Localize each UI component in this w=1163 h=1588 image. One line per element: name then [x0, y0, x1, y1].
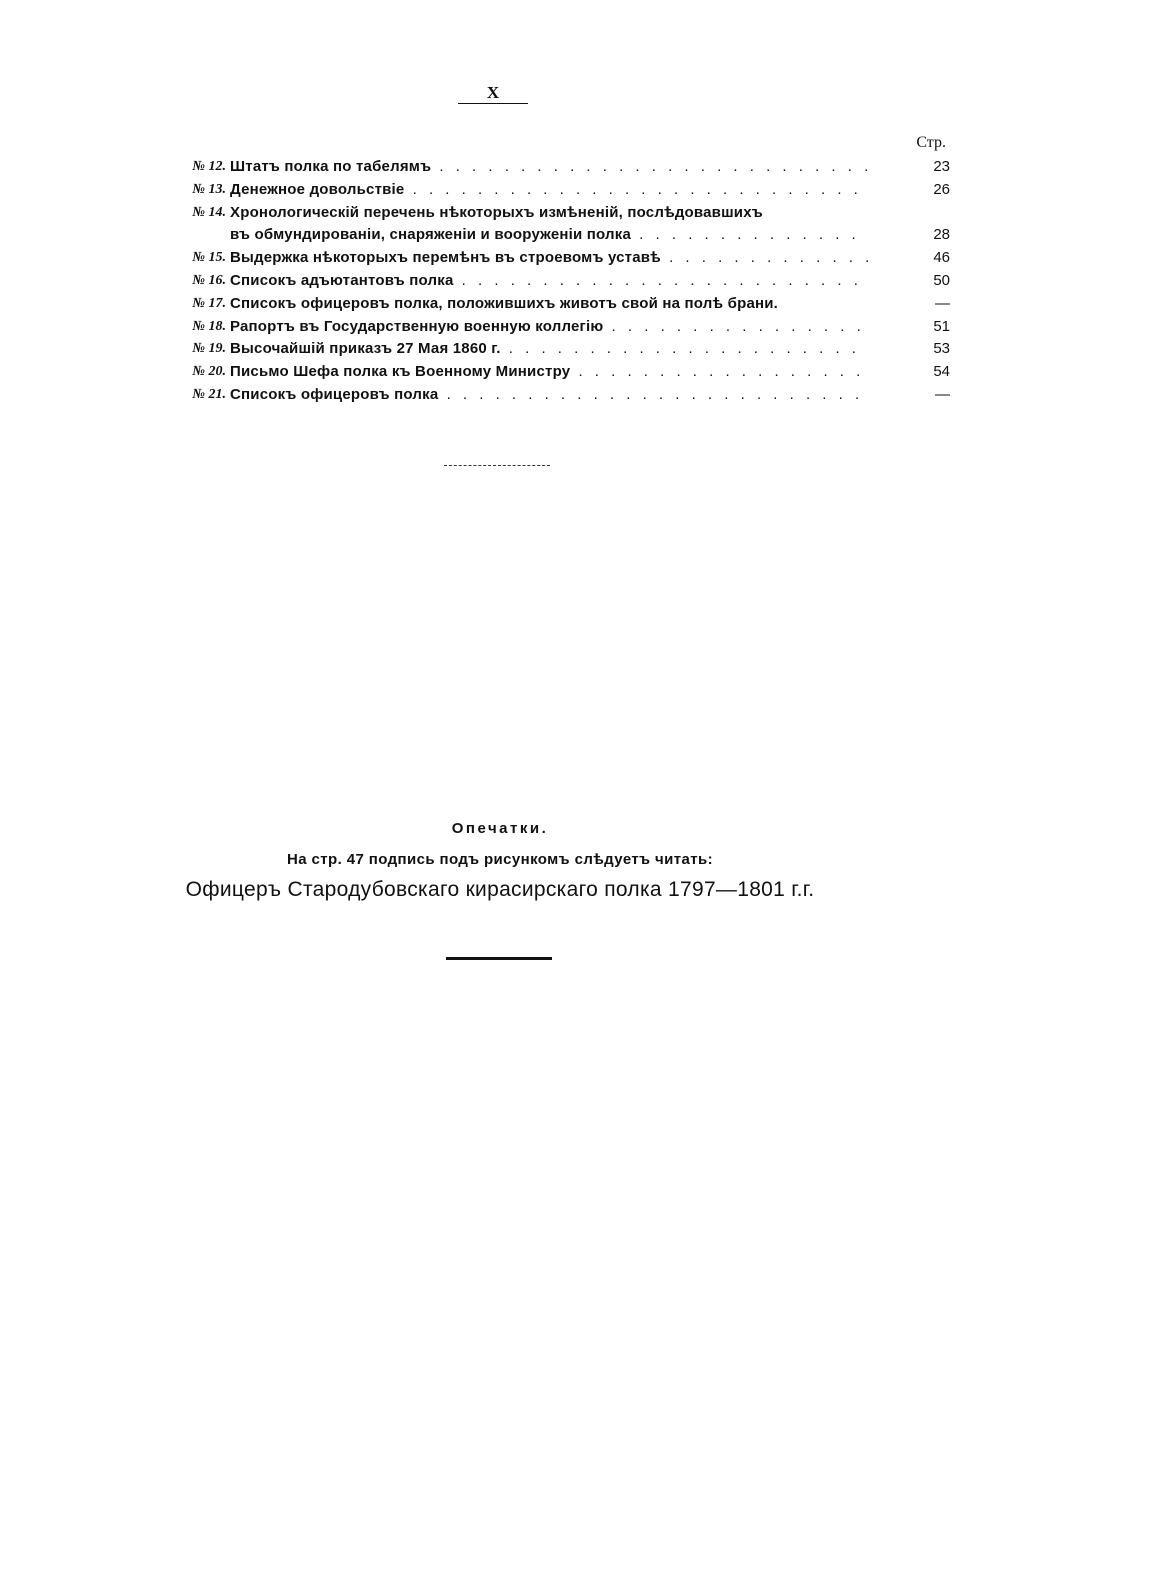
toc-item-number: № 18.	[192, 318, 226, 334]
toc-item	[160, 316, 950, 339]
toc-item-page: 50	[933, 271, 950, 289]
toc-item-number: № 19.	[192, 341, 226, 357]
toc-item	[160, 361, 950, 384]
toc-item-page: 51	[933, 317, 950, 335]
toc-item-title-line2-text: въ обмундированіи, снаряженіи и вооруженіи полка	[230, 226, 632, 244]
errata-instruction: На стр. 47 подпись подъ рисункомъ слѣдуетъ читать:	[286, 851, 714, 868]
toc-item-title: Списокъ адъютантовъ полка . . .	[230, 270, 868, 293]
toc-item-number: № 14.	[192, 204, 226, 220]
toc-item-number: № 15.	[192, 250, 226, 266]
toc-item-number: № 21.	[192, 386, 226, 402]
toc-item-title: Списокъ офицеровъ полка, положившихъ животъ свой на полѣ брани.	[230, 294, 779, 312]
toc-item-title: Списокъ офицеровъ полка . . .	[230, 384, 868, 407]
toc-item-title: Рапортъ въ Государственную военную коллегію . . .	[230, 316, 868, 339]
toc-item-page: —	[935, 385, 950, 403]
toc-item-number: № 17.	[192, 295, 226, 311]
toc-item	[160, 179, 950, 202]
toc-item	[160, 384, 950, 407]
closing-divider	[446, 957, 552, 960]
toc-item	[160, 156, 950, 179]
toc-item-number: № 20.	[192, 364, 226, 380]
toc-item-page: 28	[933, 226, 950, 244]
errata-heading: Опечатки.	[451, 820, 549, 837]
toc-item-title: Штатъ полка по табелямъ . . .	[230, 156, 868, 179]
table-of-contents	[160, 156, 950, 407]
toc-item	[160, 202, 950, 248]
toc-item-page: 53	[933, 340, 950, 358]
toc-item-title: Письмо Шефа полка къ Военному Министру . . .	[230, 361, 868, 384]
toc-item-title: Выдержка нѣкоторыхъ перемѣнъ въ строевомъ уставѣ . . .	[230, 247, 868, 270]
toc-item-title: Денежное довольствіе . . .	[230, 179, 868, 202]
toc-item	[160, 247, 950, 270]
toc-item-page: —	[935, 294, 950, 312]
toc-item-page: 23	[933, 158, 950, 175]
toc-item-number: № 13.	[192, 181, 226, 197]
page-number-rule	[458, 103, 528, 104]
toc-item	[160, 293, 950, 316]
toc-item	[160, 338, 950, 361]
toc-item-number: № 16.	[192, 272, 226, 288]
errata-correction: Офицеръ Стародубовскаго кирасирскаго полка 1797—1801 г.г.	[185, 878, 815, 901]
toc-item-title	[230, 202, 868, 248]
toc-item-page: 26	[933, 180, 950, 198]
toc-item-page: 54	[933, 363, 950, 381]
page-number: X	[486, 83, 500, 102]
toc-item-title-line1: Хронологическій перечень нѣкоторыхъ измѣненій, послѣдовавшихъ	[230, 203, 763, 221]
toc-item-title: Высочайшій приказъ 27 Мая 1860 г. . . .	[230, 338, 868, 361]
toc-item	[160, 270, 950, 293]
toc-item-number: № 12.	[192, 159, 226, 174]
toc-item-title-line2	[230, 224, 868, 247]
page-column-header: Стр.	[916, 134, 946, 151]
toc-end-divider	[444, 465, 550, 466]
toc-item-page: 46	[933, 249, 950, 267]
